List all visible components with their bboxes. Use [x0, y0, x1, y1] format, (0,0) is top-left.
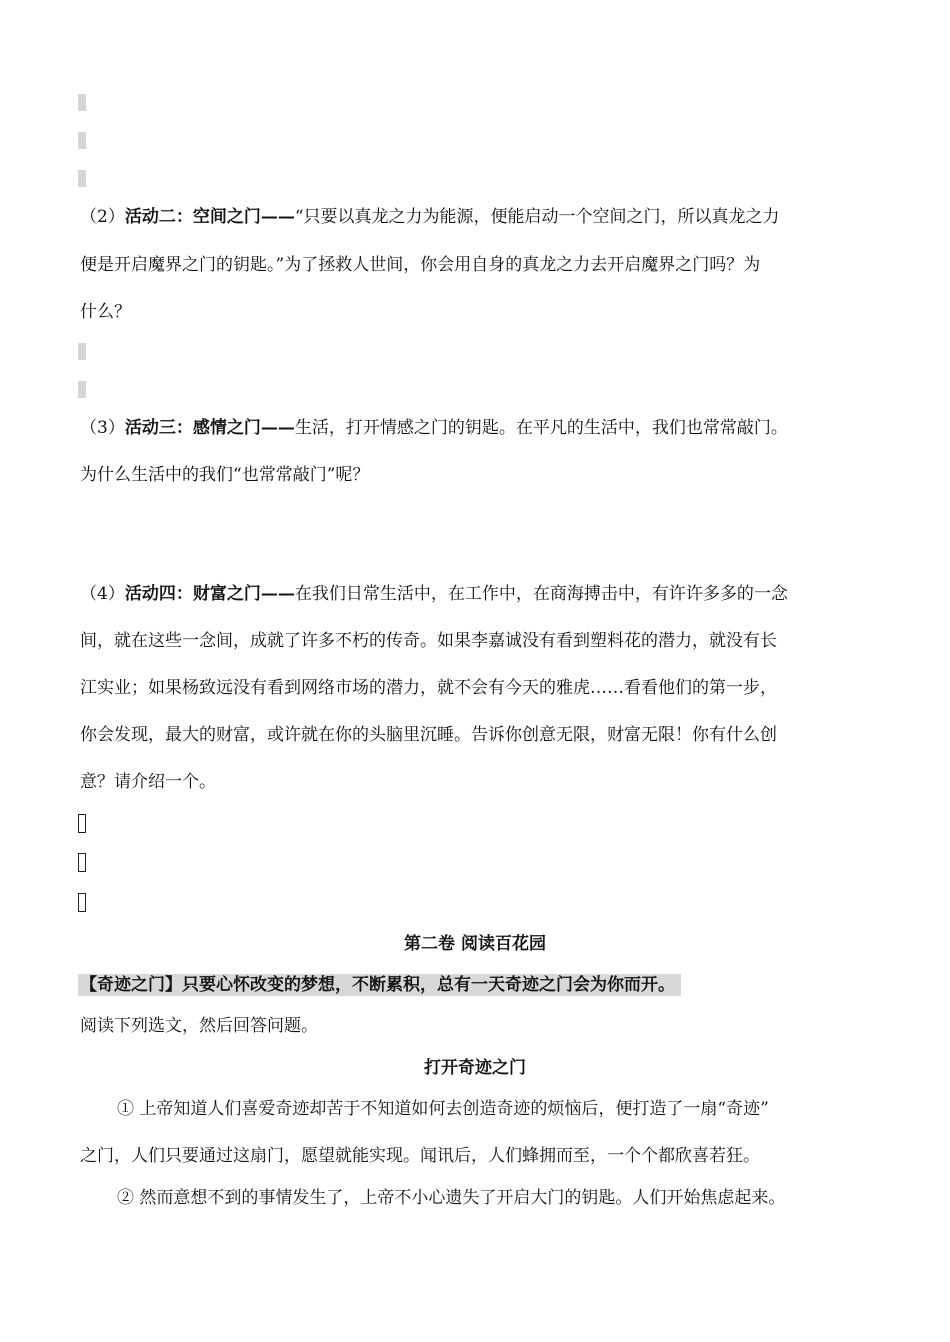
question-4-line-5: 意？请介绍一个。	[80, 772, 216, 792]
answer-line-marker	[78, 132, 86, 149]
answer-box-marker	[78, 893, 86, 912]
answer-box-marker	[78, 814, 86, 833]
answer-line-marker	[78, 381, 86, 398]
question-2-line-3: 什么？	[80, 302, 131, 322]
article-title: 打开奇迹之门	[424, 1058, 526, 1078]
section-title: 第二卷 阅读百花园	[404, 934, 546, 954]
question-number: （2）	[80, 207, 125, 227]
answer-box-marker	[78, 853, 86, 872]
article-paragraph-1-line-1: ① 上帝知道人们喜爱奇迹却苦于不知道如何去创造奇迹的烦恼后，便打造了一扇“奇迹”	[117, 1099, 769, 1119]
question-4-line-3: 江实业；如果杨致远没有看到网络市场的潜力，就不会有今天的雅虎……看看他们的第一步，	[80, 678, 777, 698]
activity-title: 活动四：财富之门——	[124, 584, 295, 604]
question-number: （3）	[80, 418, 125, 438]
article-paragraph-2-line-1: ② 然而意想不到的事情发生了，上帝不小心遗失了开启大门的钥匙。人们开始焦虑起来。	[117, 1188, 786, 1208]
answer-line-marker	[78, 94, 86, 111]
question-2-line-2: 便是开启魔界之门的钥匙。”为了拯救人世间，你会用自身的真龙之力去开启魔界之门吗？为	[80, 255, 761, 275]
activity-title: 活动三：感情之门——	[124, 418, 295, 438]
question-2-line-1	[80, 205, 780, 229]
question-3-line-2: 为什么生活中的我们“也常常敲门”呢？	[80, 465, 370, 485]
question-number: （4）	[80, 584, 125, 604]
motto-banner	[78, 973, 681, 997]
reading-instruction: 阅读下列选文，然后回答问题。	[80, 1016, 318, 1036]
question-text: 在我们日常生活中，在工作中，在商海搏击中，有许许多多的一念	[294, 584, 788, 604]
question-4-line-2: 间，就在这些一念间，成就了许多不朽的传奇。如果李嘉诚没有看到塑料花的潜力，就没有长	[80, 631, 777, 651]
article-paragraph-1-line-2: 之门，人们只要通过这扇门，愿望就能实现。闻讯后，人们蜂拥而至，一个个都欣喜若狂。	[80, 1146, 760, 1166]
question-3-line-1	[80, 416, 788, 440]
question-text: “只要以真龙之力为能源，便能启动一个空间之门，所以真龙之力	[294, 207, 780, 227]
motto-text: 【奇迹之门】只要心怀改变的梦想，不断累积，总有一天奇迹之门会为你而开。	[78, 974, 681, 996]
question-text: 生活，打开情感之门的钥匙。在平凡的生活中，我们也常常敲门。	[294, 418, 788, 438]
answer-line-marker	[78, 170, 86, 187]
activity-title: 活动二：空间之门——	[124, 207, 295, 227]
question-4-line-1	[80, 582, 788, 606]
question-4-line-4: 你会发现，最大的财富，或许就在你的头脑里沉睡。告诉你创意无限，财富无限！你有什么创	[80, 725, 777, 745]
answer-line-marker	[78, 343, 86, 360]
